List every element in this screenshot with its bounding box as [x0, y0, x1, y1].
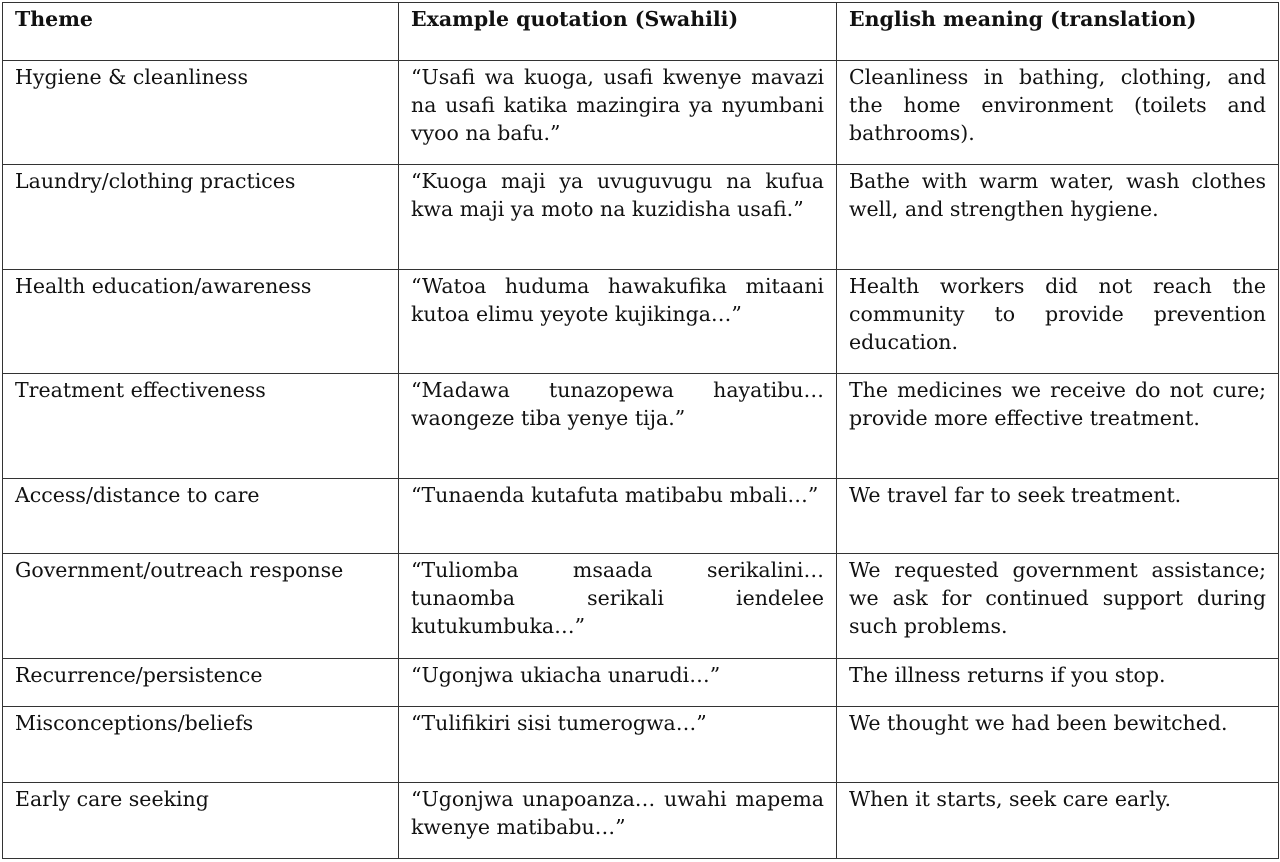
theme-cell: Access/distance to care: [3, 479, 399, 554]
meaning-cell: We thought we had been bewitched.: [837, 707, 1279, 783]
theme-cell: Treatment effectiveness: [3, 374, 399, 479]
theme-cell: Laundry/clothing practices: [3, 165, 399, 270]
table-row: [3, 783, 1279, 859]
quote-cell: “Tuliomba msaada serikalini… tunaomba serikali iendelee kutukumbuka…”: [399, 554, 837, 659]
meaning-cell: We travel far to seek treatment.: [837, 479, 1279, 554]
meaning-cell: When it starts, seek care early.: [837, 783, 1279, 859]
quote-cell: “Tulifikiri sisi tumerogwa…”: [399, 707, 837, 783]
theme-cell: Misconceptions/beliefs: [3, 707, 399, 783]
quote-cell: “Ugonjwa ukiacha unarudi…”: [399, 659, 837, 707]
quote-cell: “Watoa huduma hawakufika mitaani kutoa elimu yeyote kujikinga…”: [399, 270, 837, 374]
meaning-cell: Bathe with warm water, wash clothes well, and strengthen hygiene.: [837, 165, 1279, 270]
quote-cell: “Usafi wa kuoga, usafi kwenye mavazi na usafi katika mazingira ya nyumbani vyoo na bafu.”: [399, 61, 837, 165]
table-row: [3, 554, 1279, 659]
header-theme: Theme: [3, 3, 399, 61]
theme-cell: Recurrence/persistence: [3, 659, 399, 707]
table-row: [3, 165, 1279, 270]
table-row: [3, 659, 1279, 707]
quote-cell: “Kuoga maji ya uvuguvugu na kufua kwa maji ya moto na kuzidisha usafi.”: [399, 165, 837, 270]
table-row: [3, 374, 1279, 479]
table-row: [3, 479, 1279, 554]
meaning-cell: Cleanliness in bathing, clothing, and the home environment (toilets and bathrooms).: [837, 61, 1279, 165]
quote-cell: “Madawa tunazopewa hayatibu… waongeze tiba yenye tija.”: [399, 374, 837, 479]
table-row: [3, 707, 1279, 783]
themes-table: [2, 2, 1279, 859]
header-row: [3, 3, 1279, 61]
table-row: [3, 270, 1279, 374]
theme-cell: Government/outreach response: [3, 554, 399, 659]
theme-cell: Hygiene & cleanliness: [3, 61, 399, 165]
theme-cell: Early care seeking: [3, 783, 399, 859]
meaning-cell: The illness returns if you stop.: [837, 659, 1279, 707]
theme-cell: Health education/awareness: [3, 270, 399, 374]
quote-cell: “Ugonjwa unapoanza… uwahi mapema kwenye matibabu…”: [399, 783, 837, 859]
meaning-cell: Health workers did not reach the community to provide prevention education.: [837, 270, 1279, 374]
meaning-cell: We requested government assistance; we ask for continued support during such problems.: [837, 554, 1279, 659]
header-quotation: Example quotation (Swahili): [399, 3, 837, 61]
table-row: [3, 61, 1279, 165]
quote-cell: “Tunaenda kutafuta matibabu mbali…”: [399, 479, 837, 554]
meaning-cell: The medicines we receive do not cure; provide more effective treatment.: [837, 374, 1279, 479]
header-translation: English meaning (translation): [837, 3, 1279, 61]
